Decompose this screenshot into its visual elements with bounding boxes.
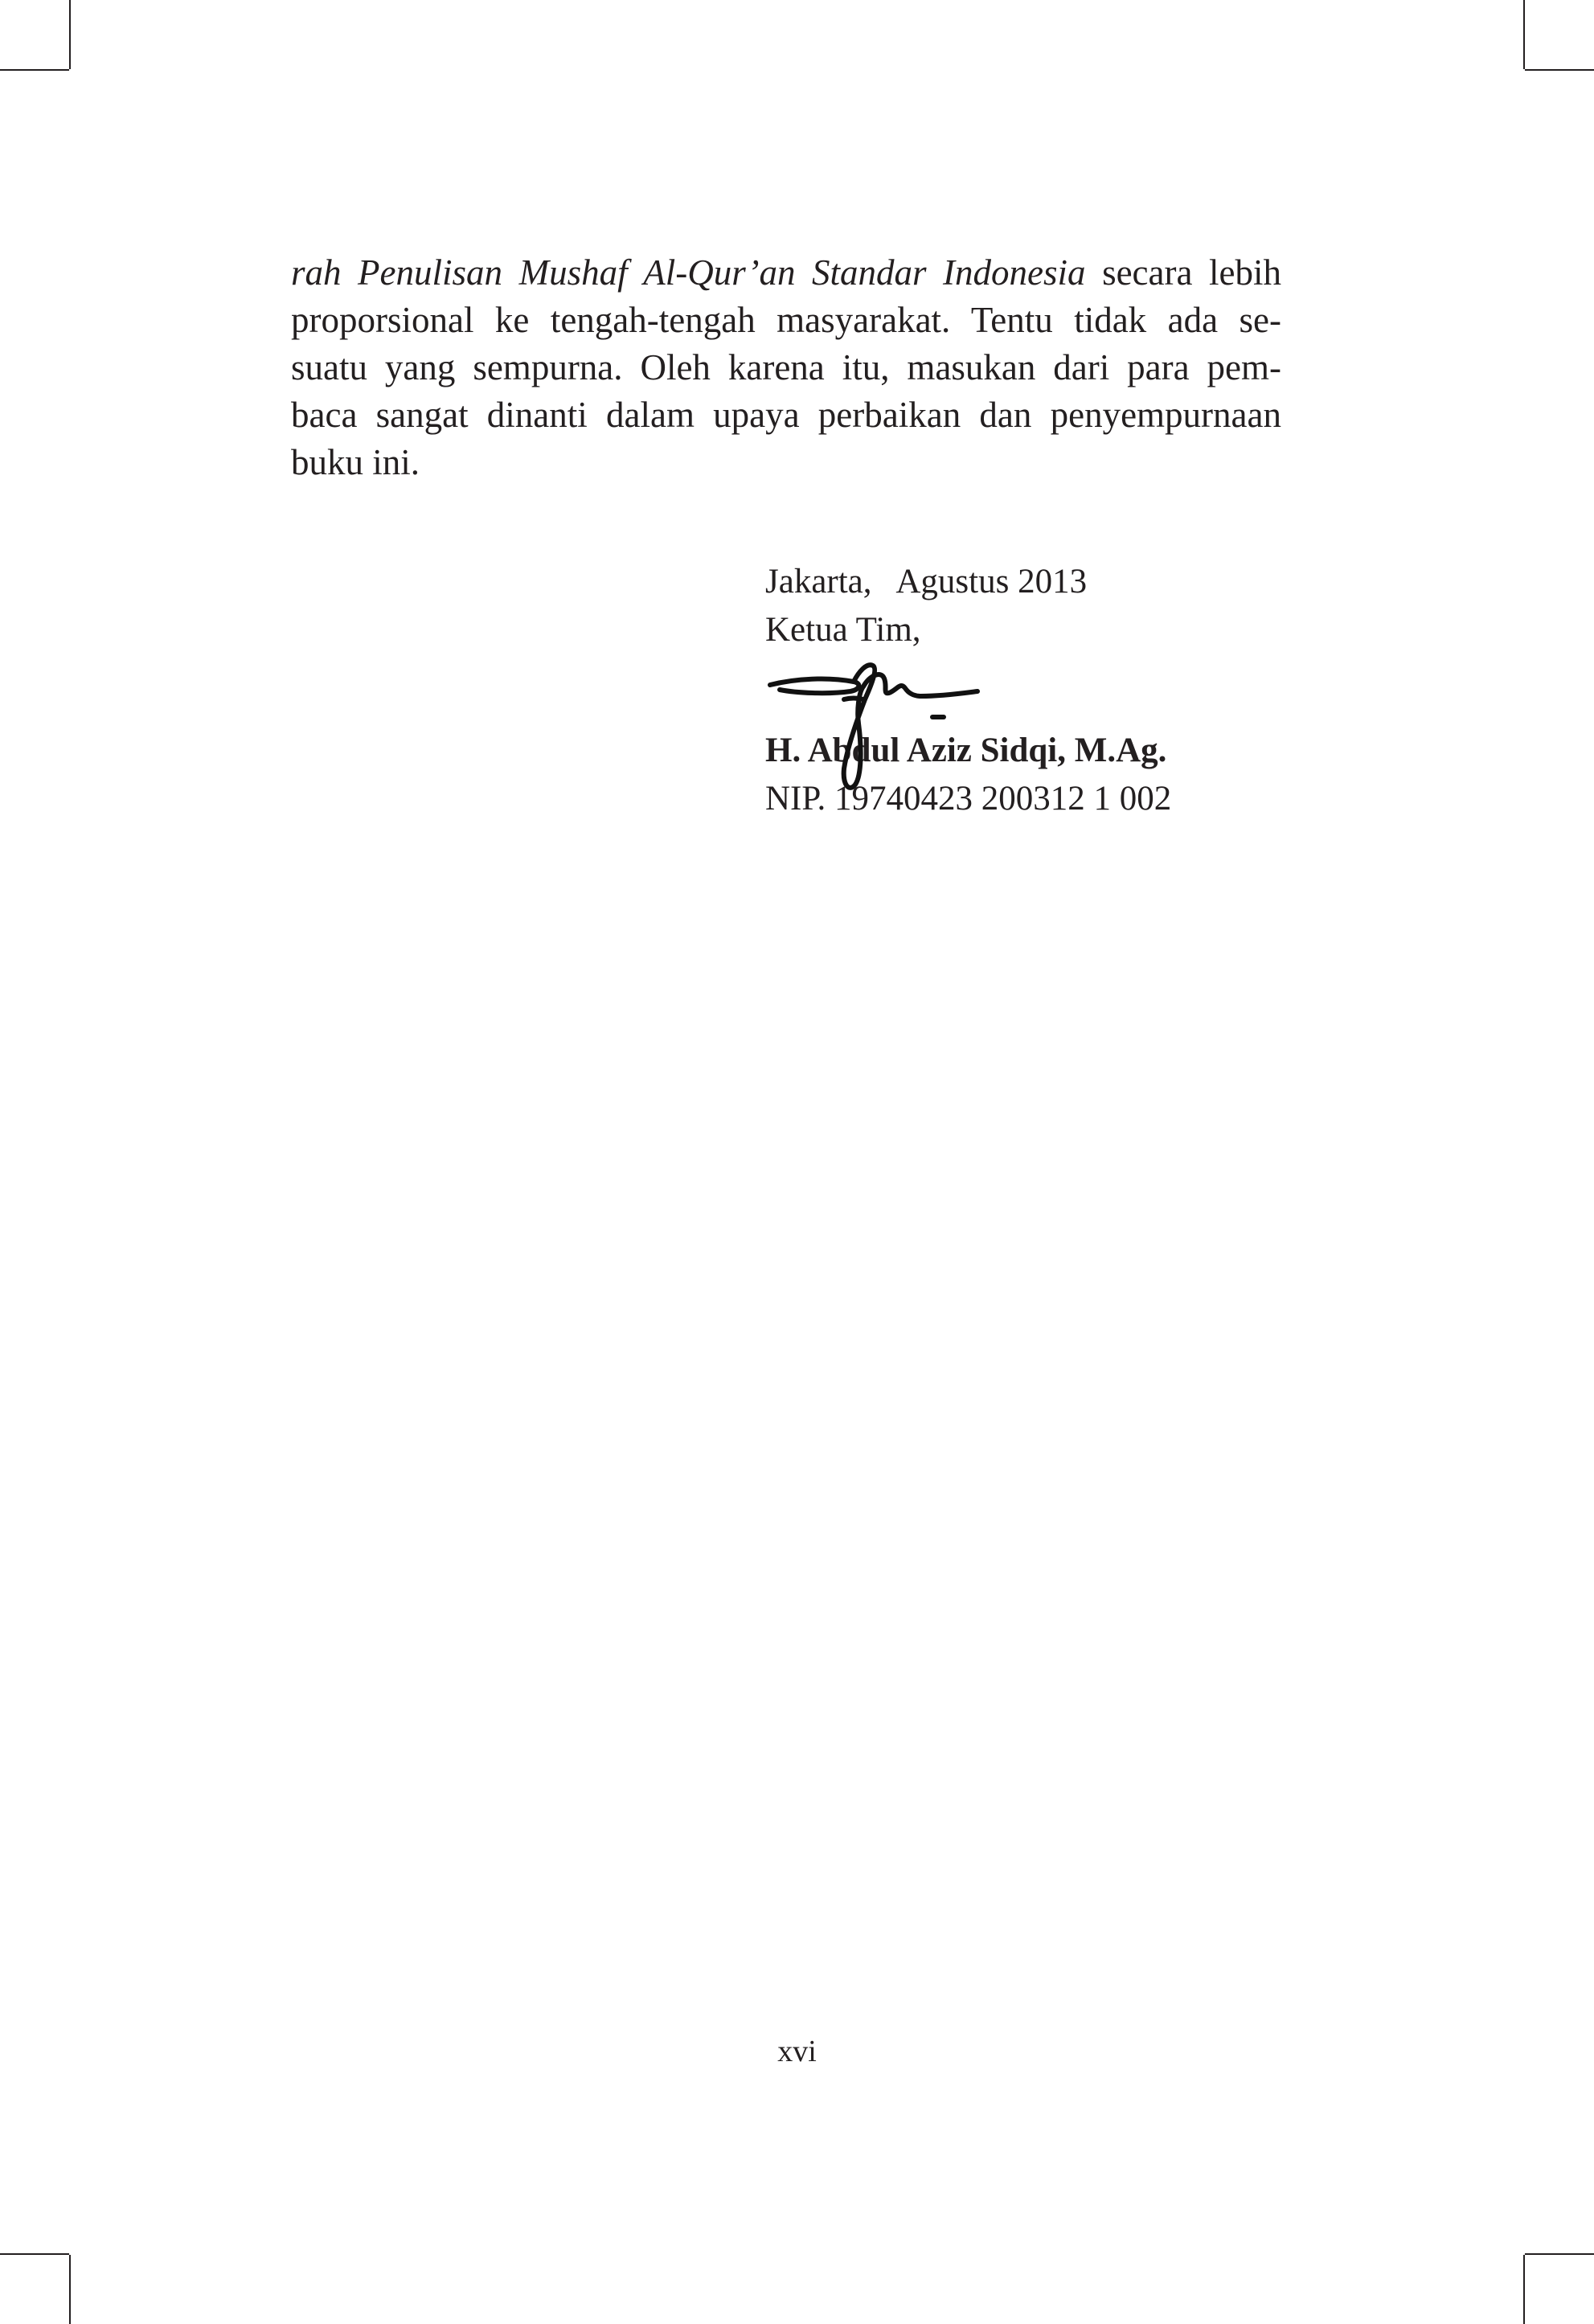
crop-mark-bottom-left-vertical: [69, 2255, 71, 2324]
paragraph-line-4: baca sangat dinanti dalam upaya perbaikan dan penyempurnaan: [291, 395, 1281, 435]
crop-mark-bottom-right-horizontal: [1525, 2253, 1594, 2255]
crop-mark-top-left-vertical: [69, 0, 71, 69]
signer-nip: NIP. 19740423 200312 1 002: [765, 780, 1172, 818]
paragraph-line-2: proporsional ke tengah-tengah masyarakat. Tentu tidak ada se-: [291, 300, 1281, 340]
crop-mark-bottom-left-horizontal: [0, 2253, 69, 2255]
place-date: Jakarta, Agustus 2013: [765, 563, 1088, 600]
book-title-italic: rah Penulisan Mushaf Al-Qur’an Standar Indonesia: [291, 252, 1086, 293]
page-number: xvi: [777, 2035, 817, 2068]
crop-mark-top-left-horizontal: [0, 69, 69, 71]
signer-name: H. Abdul Aziz Sidqi, M.Ag.: [765, 732, 1167, 769]
signer-role: Ketua Tim,: [765, 611, 921, 649]
paragraph-line-3: suatu yang sempurna. Oleh karena itu, masukan dari para pem-: [291, 347, 1281, 387]
crop-mark-bottom-right-vertical: [1523, 2255, 1525, 2324]
crop-mark-top-right-horizontal: [1525, 69, 1594, 71]
crop-mark-top-right-vertical: [1523, 0, 1525, 69]
body-paragraph: [291, 249, 1281, 486]
paragraph-line-5: buku ini.: [291, 442, 420, 482]
paragraph-line-1-rest: secara lebih: [1085, 252, 1281, 293]
signature-block: [765, 558, 1280, 823]
paragraph-line-1: [291, 249, 1281, 297]
